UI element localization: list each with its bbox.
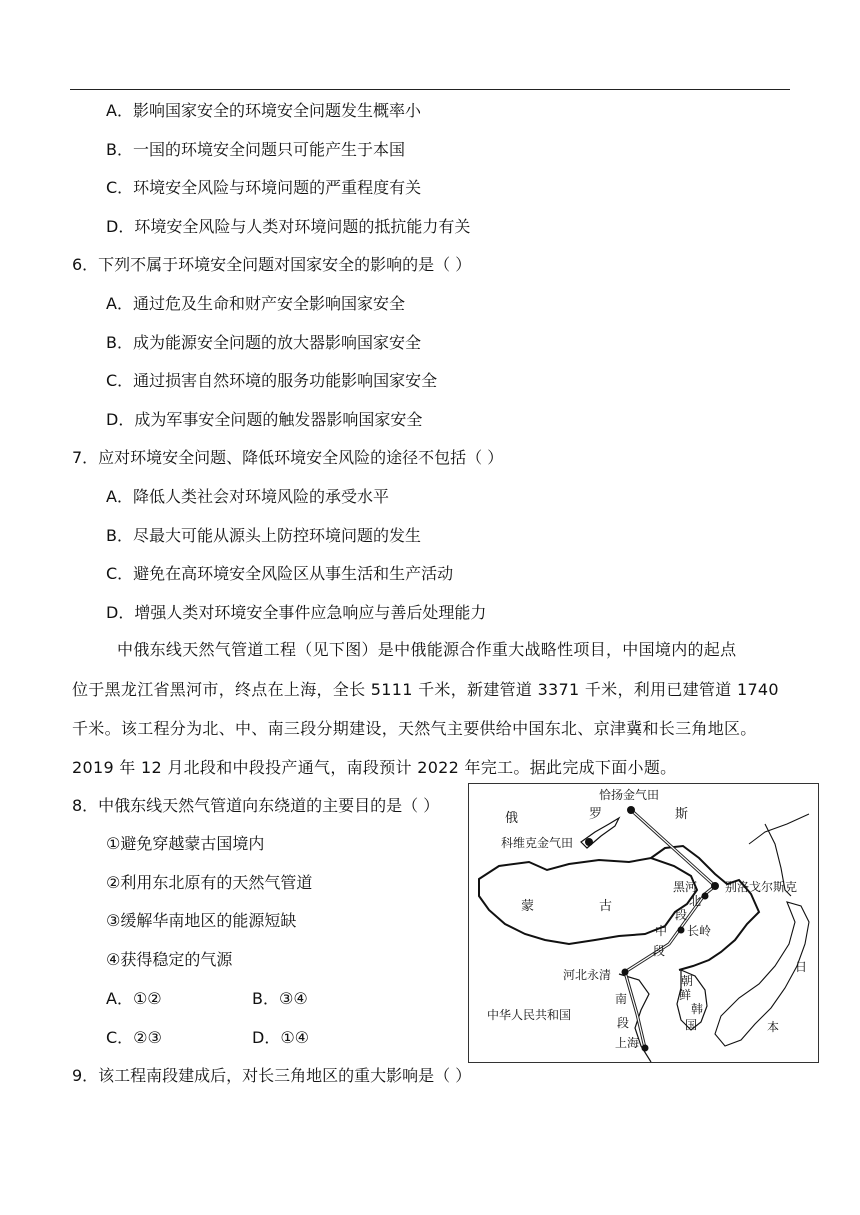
q6-option-b: B．成为能源安全问题的放大器影响国家安全 (106, 333, 421, 352)
q8-item-3: ③缓解华南地区的能源短缺 (106, 911, 297, 930)
q7-option-d: D．增强人类对环境安全事件应急响应与善后处理能力 (106, 603, 487, 622)
q7-option-a: A．降低人类社会对环境风险的承受水平 (106, 487, 389, 506)
label-russia-3: 斯 (675, 807, 689, 822)
q8-option-b: B．③④ (252, 989, 308, 1008)
q8-stem: 8．中俄东线天然气管道向东绕道的主要目的是（ ） (72, 796, 440, 815)
q7-stem: 7．应对环境安全问题、降低环境安全风险的途径不包括（ ） (72, 448, 504, 467)
label-middle-1: 中 (655, 924, 668, 938)
label-korea-3: 韩 (691, 1002, 704, 1016)
label-russia-2: 罗 (589, 807, 603, 822)
q5-option-a: A．影响国家安全的环境安全问题发生概率小 (106, 101, 421, 120)
q6-option-a: A．通过危及生命和财产安全影响国家安全 (106, 294, 405, 313)
passage-line-4: 2019 年 12 月北段和中段投产通气，南段预计 2022 年完工。据此完成下面小题。 (72, 758, 677, 777)
heihe-dot (702, 893, 709, 900)
label-south-1: 南 (615, 992, 628, 1006)
label-prc: 中华人民共和国 (487, 1008, 572, 1022)
q7-option-c: C．避免在高环境安全风险区从事生活和生产活动 (106, 564, 454, 583)
passage-line-3: 千米。该工程分为北、中、南三段分期建设，天然气主要供给中国东北、京津冀和长三角地区。 (72, 719, 757, 738)
label-korea-1: 朝 (681, 974, 694, 988)
label-korea-2: 鲜 (679, 988, 692, 1002)
q9-stem: 9．该工程南段建成后，对长三角地区的重大影响是（ ） (72, 1066, 472, 1085)
label-mongolia-1: 蒙 (521, 899, 535, 914)
pipeline-map (468, 783, 819, 1063)
label-north-1: 北 (689, 894, 702, 908)
japan-islands (715, 902, 809, 1046)
label-south-2: 段 (617, 1016, 630, 1030)
label-changling: 长岭 (687, 924, 712, 938)
kovykta-dot (585, 838, 593, 846)
q8-item-4: ④获得稳定的气源 (106, 950, 233, 969)
label-japan-2: 本 (767, 1020, 780, 1034)
label-shanghai: 上海 (615, 1036, 640, 1050)
passage-line-1: 中俄东线天然气管道工程（见下图）是中俄能源合作重大战略性项目，中国境内的起点 (117, 640, 737, 659)
label-north-2: 段 (675, 908, 688, 922)
chayanda-dot (627, 806, 635, 814)
q7-option-b: B．尽最大可能从源头上防控环境问题的发生 (106, 526, 421, 545)
q8-item-1: ①避免穿越蒙古国境内 (106, 834, 265, 853)
passage-line-2: 位于黑龙江省黑河市，终点在上海，全长 5111 千米，新建管道 3371 千米，利用已建管道 1740 (72, 680, 779, 699)
label-japan-1: 日 (795, 960, 808, 974)
label-yongqing: 河北永清 (563, 968, 612, 982)
coast-northeast (749, 814, 809, 844)
label-heihe: 黑河 (673, 880, 698, 894)
yongqing-dot (622, 969, 629, 976)
shanghai-dot (642, 1045, 649, 1052)
q8-option-d: D．①④ (252, 1028, 310, 1047)
q5-option-c: C．环境安全风险与环境问题的严重程度有关 (106, 178, 422, 197)
label-mongolia-2: 古 (599, 899, 613, 914)
q5-option-d: D．环境安全风险与人类对环境问题的抵抗能力有关 (106, 217, 471, 236)
q5-option-b: B．一国的环境安全问题只可能产生于本国 (106, 140, 405, 159)
q8-option-c: C．②③ (106, 1028, 162, 1047)
q6-option-d: D．成为军事安全问题的触发器影响国家安全 (106, 410, 423, 429)
label-blagoveshchensk: 别洛戈尔斯克 (725, 880, 798, 894)
blago-dot (711, 882, 719, 890)
q8-item-2: ②利用东北原有的天然气管道 (106, 873, 313, 892)
q6-option-c: C．通过损害自然环境的服务功能影响国家安全 (106, 371, 438, 390)
label-chayanda: 恰扬金气田 (599, 788, 660, 802)
q8-option-a: A．①② (106, 989, 162, 1008)
label-middle-2: 段 (653, 944, 666, 958)
changling-dot (678, 927, 685, 934)
label-korea-4: 国 (685, 1018, 698, 1032)
q6-stem: 6．下列不属于环境安全问题对国家安全的影响的是（ ） (72, 255, 472, 274)
header-rule (70, 89, 790, 90)
label-russia-1: 俄 (505, 811, 519, 826)
label-kovykta: 科维克金气田 (501, 836, 574, 850)
